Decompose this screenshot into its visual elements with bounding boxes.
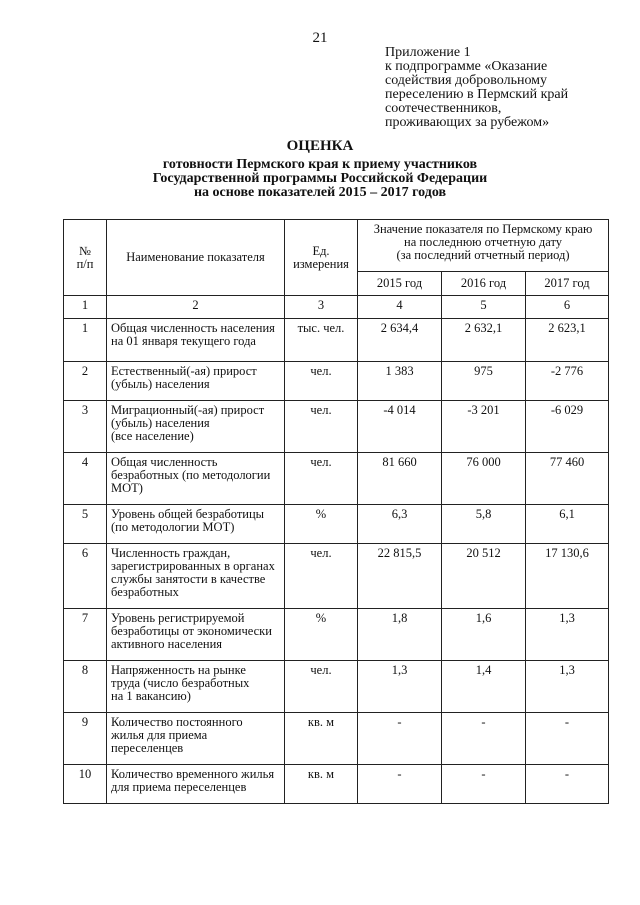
indicator-name-line: для приема переселенцев [111, 780, 247, 794]
value-2016: 1,4 [442, 661, 526, 713]
indicators-table [63, 219, 609, 804]
indicator-name-line: безработных [111, 585, 179, 599]
indicator-name-line: Естественный(-ая) прирост [111, 364, 257, 378]
indicator-name-line: жилья для приема [111, 728, 208, 742]
row-number: 10 [64, 765, 107, 804]
indicator-name-line: (по методологии МОТ) [111, 520, 235, 534]
indicator-name-line: (убыль) населения [111, 416, 210, 430]
value-2016: - [442, 765, 526, 804]
header-year-2015: 2015 год [358, 272, 442, 296]
value-2017: 1,3 [526, 609, 609, 661]
unit-cell: чел. [285, 661, 358, 713]
appendix-line: содействия добровольному [385, 73, 548, 88]
header-unit: Ед. измерения [285, 220, 358, 296]
value-2015: 81 660 [358, 453, 442, 505]
indicator-name-line: Общая численность населения [111, 321, 275, 335]
value-2015: 22 815,5 [358, 544, 442, 609]
indicator-name-line: (убыль) населения [111, 377, 210, 391]
page-number: 21 [312, 30, 328, 46]
indicator-name-line: переселенцев [111, 741, 184, 755]
table-row [64, 453, 609, 505]
indicator-name-line: Напряженность на рынке [111, 663, 246, 677]
indicator-name-line: Количество временного жилья [111, 767, 275, 781]
indicator-name [107, 319, 285, 362]
value-2017: -6 029 [526, 401, 609, 453]
indicator-name-line: безработных (по методологии [111, 468, 271, 482]
value-2017: 2 623,1 [526, 319, 609, 362]
indicator-name [107, 362, 285, 401]
table-row [64, 661, 609, 713]
document-title: ОЦЕНКА [286, 138, 354, 154]
indicator-name [107, 401, 285, 453]
indicator-name [107, 661, 285, 713]
subtitle-line: Государственной программы Российской Федерации [152, 171, 488, 186]
document-subtitle [0, 158, 640, 200]
indicator-name-line: Количество постоянного [111, 715, 243, 729]
indicator-name-line: МОТ) [111, 481, 143, 495]
header-value-group: Значение показателя по Пермскому краю на последнюю отчетную дату (за последний отчетный период) [358, 220, 609, 272]
value-2017: - [526, 713, 609, 765]
indicator-name-line: на 1 вакансию) [111, 689, 191, 703]
unit-cell: чел. [285, 544, 358, 609]
row-number: 6 [64, 544, 107, 609]
column-index-row: 1 2 3 4 5 6 [64, 296, 609, 319]
row-number: 8 [64, 661, 107, 713]
value-2016: 76 000 [442, 453, 526, 505]
header-name: Наименование показателя [107, 220, 285, 296]
indicator-name-line: (все население) [111, 429, 194, 443]
value-2015: - [358, 765, 442, 804]
table-row [64, 401, 609, 453]
row-number: 4 [64, 453, 107, 505]
unit-cell: чел. [285, 453, 358, 505]
header-year-2017: 2017 год [526, 272, 609, 296]
value-2016: - [442, 713, 526, 765]
table-row [64, 609, 609, 661]
subtitle-line: на основе показателей 2015 – 2017 годов [193, 185, 447, 200]
value-2017: -2 776 [526, 362, 609, 401]
value-2016: 20 512 [442, 544, 526, 609]
indicator-name-line: труда (число безработных [111, 676, 250, 690]
row-number: 2 [64, 362, 107, 401]
value-2016: 975 [442, 362, 526, 401]
value-2016: -3 201 [442, 401, 526, 453]
value-2016: 2 632,1 [442, 319, 526, 362]
appendix-line: соотечественников, [385, 101, 502, 116]
indicator-name [107, 609, 285, 661]
subtitle-line: готовности Пермского края к приему участников [162, 157, 478, 172]
indicator-name-line: Уровень общей безработицы [111, 507, 265, 521]
indicator-name [107, 453, 285, 505]
table-row [64, 362, 609, 401]
indicator-name-line: Численность граждан, [111, 546, 231, 560]
appendix-line: Приложение 1 [385, 45, 471, 60]
indicator-name-line: Уровень регистрируемой [111, 611, 245, 625]
appendix-line: к подпрограмме «Оказание [385, 59, 548, 74]
value-2015: 2 634,4 [358, 319, 442, 362]
indicator-name [107, 544, 285, 609]
indicator-name [107, 765, 285, 804]
table-row [64, 544, 609, 609]
appendix-line: проживающих за рубежом» [385, 115, 550, 130]
appendix-note [385, 46, 625, 130]
value-2017: 1,3 [526, 661, 609, 713]
row-number: 3 [64, 401, 107, 453]
header-year-2016: 2016 год [442, 272, 526, 296]
value-2015: 1,3 [358, 661, 442, 713]
value-2015: -4 014 [358, 401, 442, 453]
unit-cell: кв. м [285, 713, 358, 765]
indicator-name-line: зарегистрированных в органах [111, 559, 275, 573]
unit-cell: кв. м [285, 765, 358, 804]
unit-cell: чел. [285, 362, 358, 401]
appendix-line: переселению в Пермский край [385, 87, 569, 102]
value-2015: 1 383 [358, 362, 442, 401]
table-row [64, 713, 609, 765]
indicator-name [107, 713, 285, 765]
unit-cell: % [285, 505, 358, 544]
value-2016: 1,6 [442, 609, 526, 661]
unit-cell: чел. [285, 401, 358, 453]
indicator-name-line: безработицы от экономически [111, 624, 272, 638]
value-2017: 77 460 [526, 453, 609, 505]
table-row [64, 765, 609, 804]
value-2015: 6,3 [358, 505, 442, 544]
header-num: № п/п [64, 220, 107, 296]
table-row [64, 319, 609, 362]
row-number: 5 [64, 505, 107, 544]
indicator-name-line: активного населения [111, 637, 223, 651]
value-2015: - [358, 713, 442, 765]
indicator-name-line: на 01 января текущего года [111, 334, 256, 348]
value-2017: 6,1 [526, 505, 609, 544]
indicator-name-line: Общая численность [111, 455, 218, 469]
indicator-name-line: службы занятости в качестве [111, 572, 266, 586]
row-number: 9 [64, 713, 107, 765]
row-number: 7 [64, 609, 107, 661]
value-2016: 5,8 [442, 505, 526, 544]
indicator-name-line: Миграционный(-ая) прирост [111, 403, 265, 417]
value-2017: 17 130,6 [526, 544, 609, 609]
value-2017: - [526, 765, 609, 804]
value-2015: 1,8 [358, 609, 442, 661]
unit-cell: тыс. чел. [285, 319, 358, 362]
table-row [64, 505, 609, 544]
indicator-name [107, 505, 285, 544]
row-number: 1 [64, 319, 107, 362]
unit-cell: % [285, 609, 358, 661]
